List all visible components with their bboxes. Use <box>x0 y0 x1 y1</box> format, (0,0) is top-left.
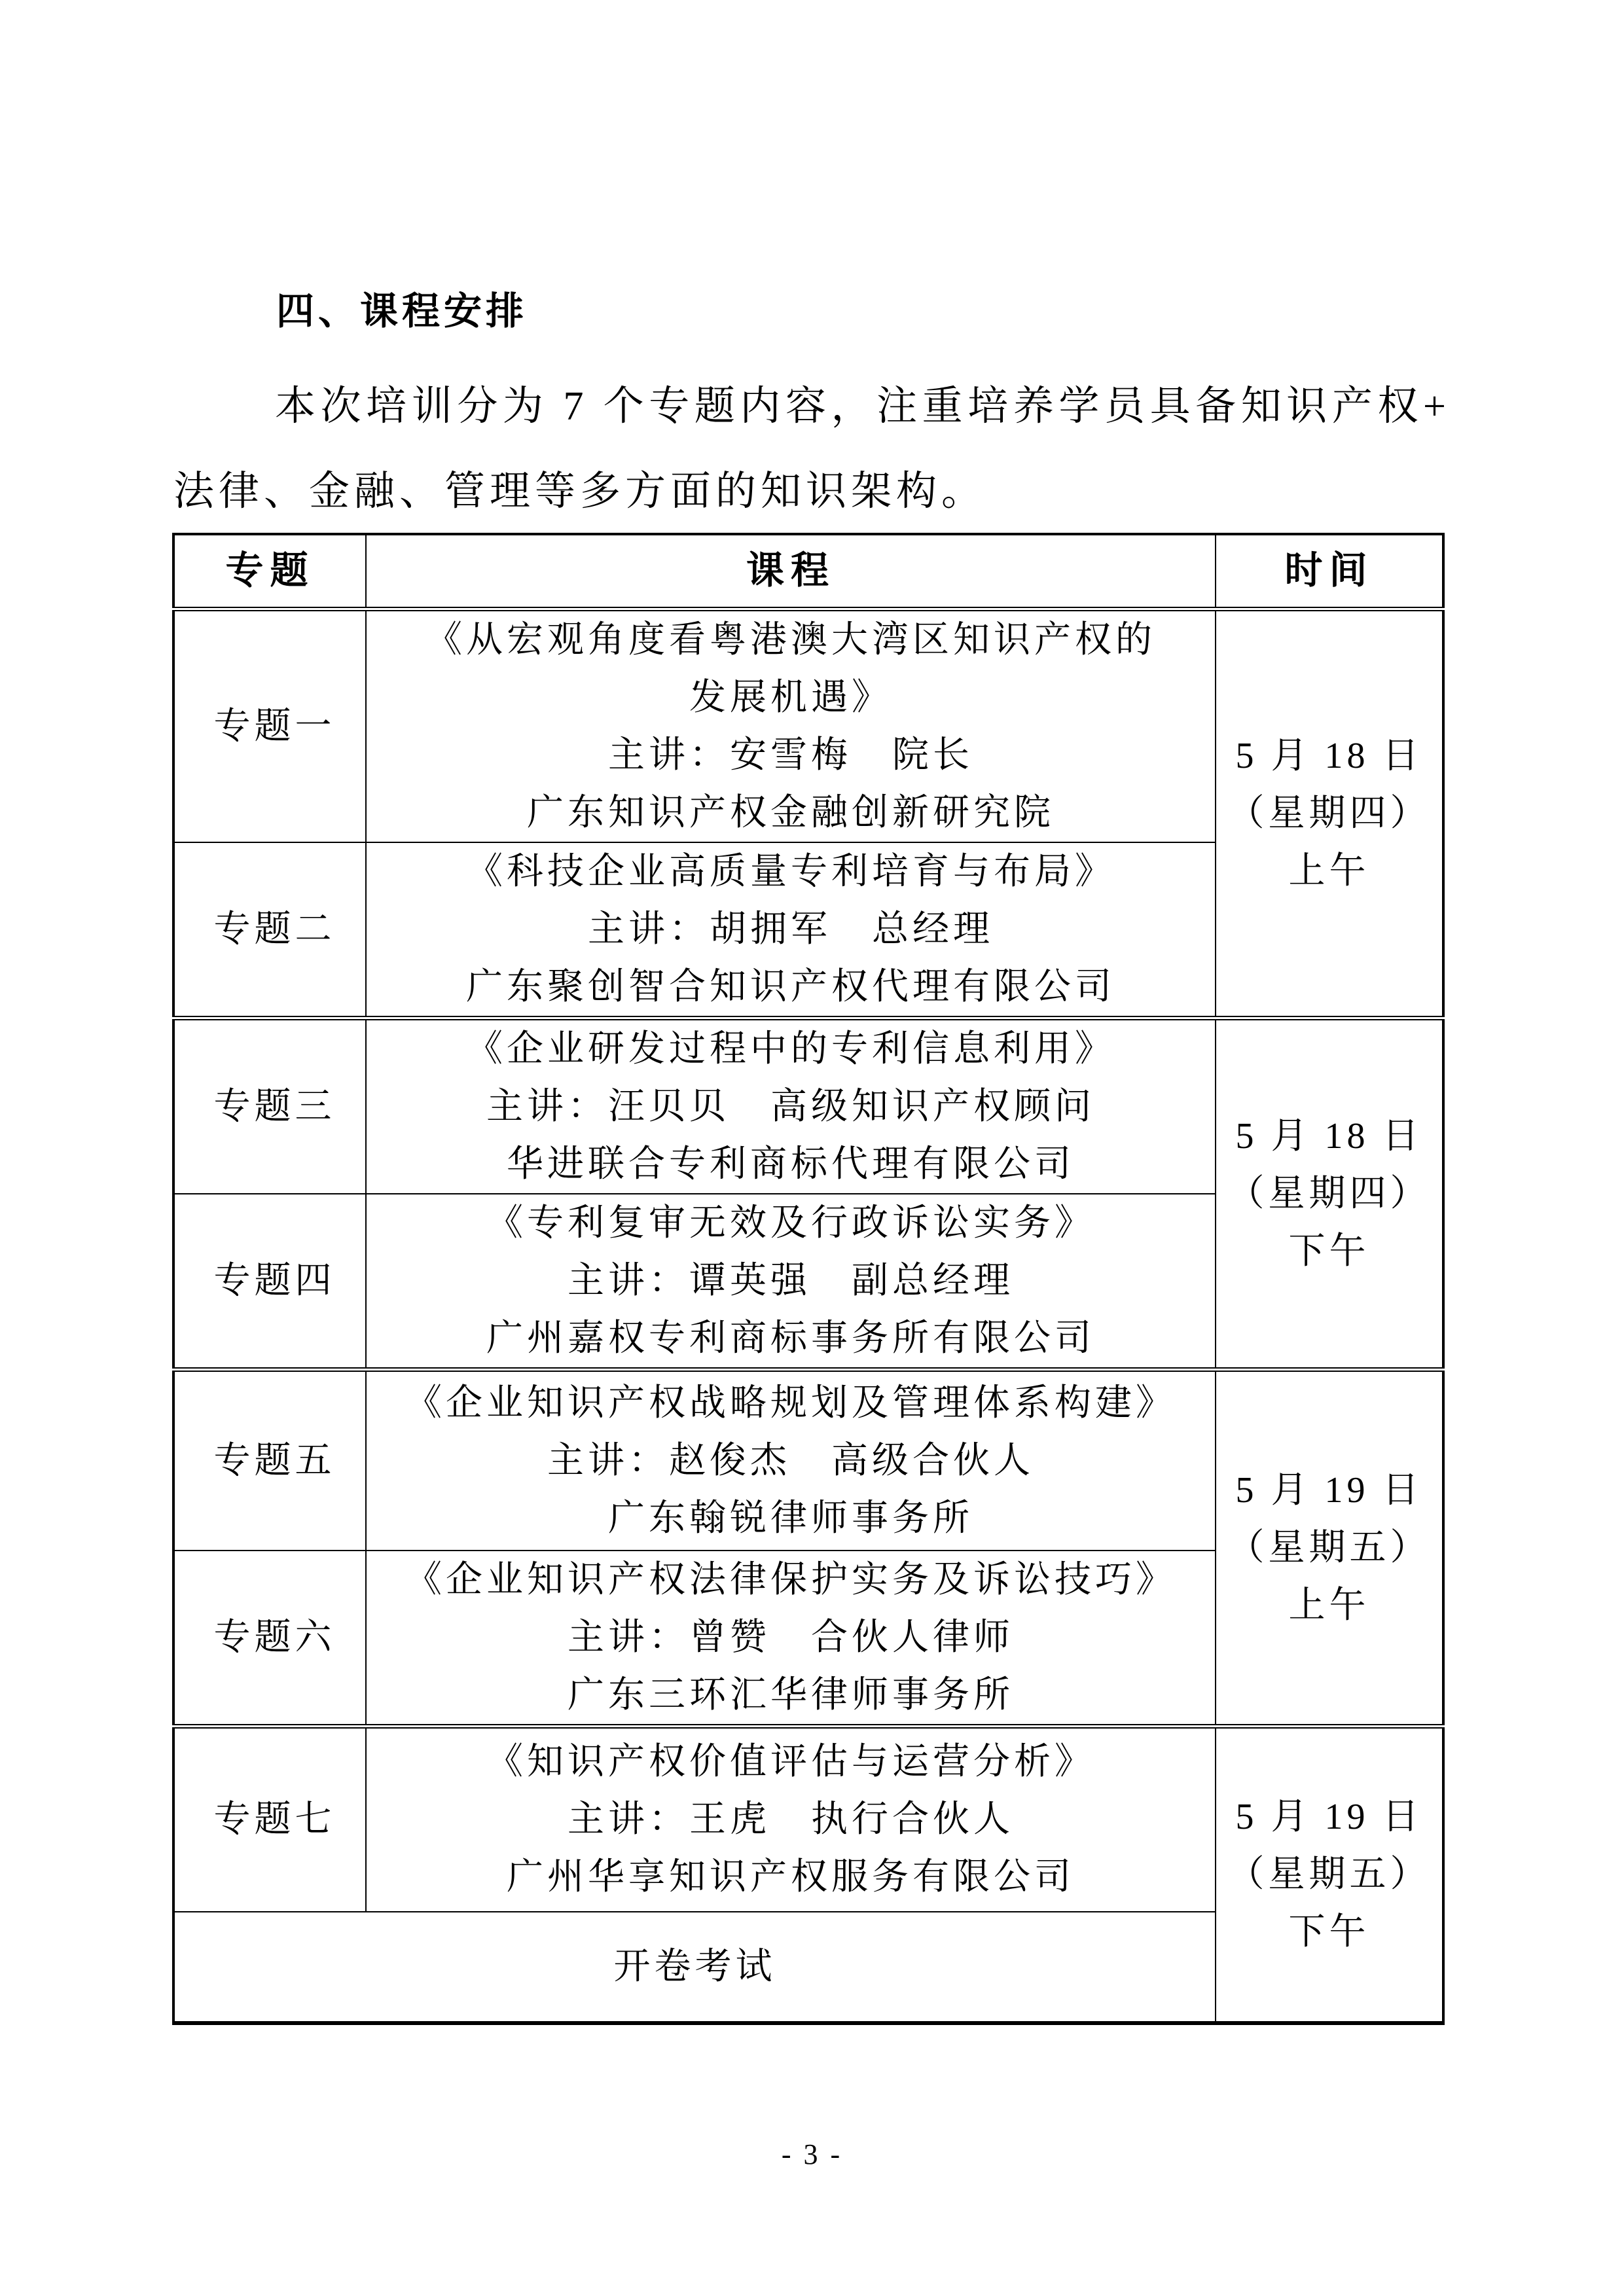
course-speaker: 主讲：谭英强 副总经理 <box>568 1260 1014 1301</box>
course-org: 广东知识产权金融创新研究院 <box>527 792 1055 833</box>
intro-line-2: 法律、金融、管理等多方面的知识架构。 <box>173 469 987 514</box>
time-date: 5 月 19 日 <box>1235 1469 1423 1511</box>
course-title-cont: 发展机遇》 <box>689 677 892 718</box>
time-date: 5 月 18 日 <box>1235 1115 1423 1157</box>
topic-label: 专题一 <box>173 609 366 842</box>
table-row <box>173 1369 1443 1551</box>
course-org: 广州嘉权专利商标事务所有限公司 <box>486 1318 1095 1359</box>
time-period: 下午 <box>1288 1230 1370 1272</box>
course-schedule-table <box>172 533 1445 2025</box>
course-speaker: 主讲：赵俊杰 高级合伙人 <box>547 1440 1034 1481</box>
time-weekday: （星期五） <box>1227 1527 1431 1568</box>
topic-label: 专题四 <box>173 1194 366 1370</box>
course-cell <box>366 1369 1216 1551</box>
course-speaker: 主讲：安雪梅 院长 <box>608 734 973 776</box>
course-cell <box>366 1727 1216 1912</box>
topic-label: 专题五 <box>173 1369 366 1551</box>
intro-paragraph <box>173 364 1451 534</box>
course-org: 广州华享知识产权服务有限公司 <box>507 1857 1075 1898</box>
course-org: 广东翰锐律师事务所 <box>608 1498 973 1539</box>
time-cell <box>1216 1727 1443 2023</box>
course-cell <box>366 842 1216 1018</box>
time-period: 上午 <box>1288 1585 1370 1626</box>
course-title: 《专利复审无效及行政诉讼实务》 <box>486 1202 1095 1244</box>
page-number: - 3 - <box>781 2138 843 2170</box>
time-date: 5 月 18 日 <box>1235 735 1423 776</box>
topic-label: 专题六 <box>173 1551 366 1727</box>
course-speaker: 主讲：胡拥军 总经理 <box>588 908 994 950</box>
course-speaker: 主讲：王虎 执行合伙人 <box>568 1799 1014 1840</box>
topic-label: 专题三 <box>173 1018 366 1194</box>
course-org: 广东三环汇华律师事务所 <box>568 1675 1014 1715</box>
time-cell <box>1216 1369 1443 1727</box>
topic-label: 专题七 <box>173 1727 366 1912</box>
course-title: 《企业知识产权法律保护实务及诉讼技巧》 <box>405 1560 1176 1600</box>
section-heading: 四、课程安排 <box>276 290 528 332</box>
course-cell <box>366 1194 1216 1370</box>
table-header-row <box>173 534 1443 609</box>
header-topic: 专题 <box>173 534 366 609</box>
time-weekday: （星期四） <box>1227 793 1431 834</box>
course-title: 《企业知识产权战略规划及管理体系构建》 <box>405 1382 1176 1424</box>
course-title: 《科技企业高质量专利培育与布局》 <box>466 851 1115 892</box>
course-cell <box>366 1018 1216 1194</box>
course-org: 华进联合专利商标代理有限公司 <box>507 1143 1075 1185</box>
time-cell <box>1216 1018 1443 1369</box>
time-weekday: （星期五） <box>1227 1854 1431 1895</box>
exam-label: 开卷考试 <box>173 1912 1216 2023</box>
course-speaker: 主讲：曾赞 合伙人律师 <box>568 1617 1014 1658</box>
header-time: 时间 <box>1216 534 1443 609</box>
header-course: 课程 <box>366 534 1216 609</box>
table-row <box>173 1018 1443 1194</box>
table-row <box>173 609 1443 842</box>
time-cell <box>1216 609 1443 1018</box>
course-title: 《从宏观角度看粤港澳大湾区知识产权的 <box>425 619 1156 660</box>
course-cell <box>366 1551 1216 1727</box>
course-title: 《企业研发过程中的专利信息利用》 <box>466 1028 1115 1069</box>
course-title: 《知识产权价值评估与运营分析》 <box>486 1742 1095 1783</box>
course-cell <box>366 609 1216 842</box>
course-org: 广东聚创智合知识产权代理有限公司 <box>466 966 1115 1007</box>
course-speaker: 主讲：汪贝贝 高级知识产权顾问 <box>486 1086 1095 1127</box>
table-row <box>173 1727 1443 1912</box>
time-date: 5 月 19 日 <box>1235 1797 1423 1838</box>
intro-line-1: 本次培训分为 7 个专题内容，注重培养学员具备知识产权+ <box>275 384 1451 429</box>
time-period: 下午 <box>1288 1912 1370 1953</box>
topic-label: 专题二 <box>173 842 366 1018</box>
time-period: 上午 <box>1288 850 1370 891</box>
time-weekday: （星期四） <box>1227 1173 1431 1214</box>
